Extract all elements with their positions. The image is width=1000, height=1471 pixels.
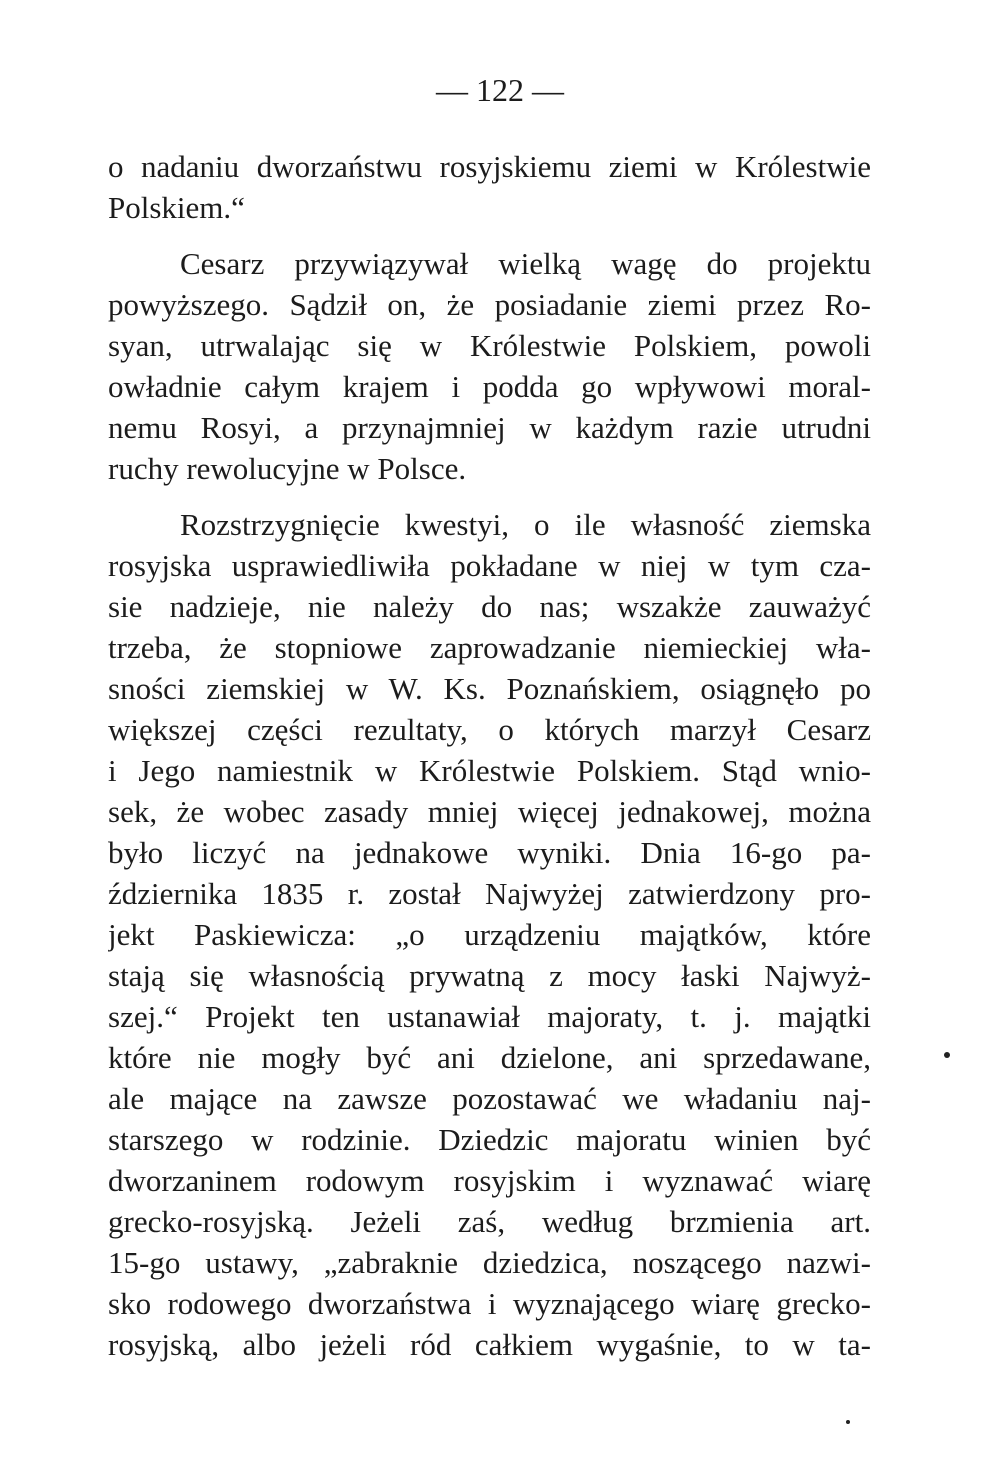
text-line: ździernika 1835 r. został Najwyżej zatwierdzony pro- bbox=[108, 876, 871, 911]
text-line: ruchy rewolucyjne w Polsce. bbox=[108, 451, 467, 486]
text-line: sie nadzieje, nie należy do nas; wszakże zauważyć bbox=[108, 589, 871, 624]
text-line: dworzaninem rodowym rosyjskim i wyznawać wiarę bbox=[108, 1163, 871, 1198]
scan-speck bbox=[846, 1420, 850, 1424]
text-line: sek, że wobec zasady mniej więcej jednakowej, można bbox=[108, 794, 871, 829]
text-line: ale mające na zawsze pozostawać we władaniu naj- bbox=[108, 1081, 871, 1116]
page-number: — 122 — bbox=[436, 72, 564, 108]
text-line: trzeba, że stopniowe zaprowadzanie niemieckiej wła- bbox=[108, 630, 871, 665]
text-line: starszego w rodzinie. Dziedzic majoratu winien być bbox=[108, 1122, 871, 1157]
text-line: grecko-rosyjską. Jeżeli zaś, według brzmienia art. bbox=[108, 1204, 871, 1239]
paragraph bbox=[108, 504, 871, 1365]
text-line: powyższego. Sądził on, że posiadanie ziemi przez Ro- bbox=[108, 287, 871, 322]
text-line: 15-go ustawy, „zabraknie dziedzica, noszącego nazwi- bbox=[108, 1245, 871, 1280]
text-line: Polskiem.“ bbox=[108, 190, 245, 225]
text-line: było liczyć na jednakowe wyniki. Dnia 16-go pa- bbox=[108, 835, 871, 870]
text-line: o nadaniu dworzaństwu rosyjskiemu ziemi w Królestwie bbox=[108, 149, 871, 184]
text-line: stają się własnością prywatną z mocy łaski Najwyż- bbox=[108, 958, 871, 993]
paragraph bbox=[108, 146, 871, 228]
text-line: sko rodowego dworzaństwa i wyznającego wiarę grecko- bbox=[108, 1286, 871, 1321]
text-line: rosyjską, albo jeżeli ród całkiem wygaśnie, to w ta- bbox=[108, 1327, 871, 1362]
text-line: syan, utrwalając się w Królestwie Polskiem, powoli bbox=[108, 328, 871, 363]
text-line: sności ziemskiej w W. Ks. Poznańskiem, osiągnęło po bbox=[108, 671, 871, 706]
text-line: które nie mogły być ani dzielone, ani sprzedawane, bbox=[108, 1040, 871, 1075]
text-line: Rozstrzygnięcie kwestyi, o ile własność ziemska bbox=[180, 507, 871, 542]
text-line: jekt Paskiewicza: „o urządzeniu majątków, które bbox=[108, 917, 871, 952]
text-line: i Jego namiestnik w Królestwie Polskiem. Stąd wnio- bbox=[108, 753, 871, 788]
text-line: owładnie całym krajem i podda go wpływowi moral- bbox=[108, 369, 871, 404]
text-line: szej.“ Projekt ten ustanawiał majoraty, t. j. majątki bbox=[108, 999, 871, 1034]
text-line: nemu Rosyi, a przynajmniej w każdym razie utrudni bbox=[108, 410, 871, 445]
scan-speck bbox=[944, 1052, 950, 1058]
body-text bbox=[108, 146, 871, 1365]
text-line: Cesarz przywiązywał wielką wagę do projektu bbox=[180, 246, 871, 281]
paragraph bbox=[108, 243, 871, 489]
text-line: większej części rezultaty, o których marzył Cesarz bbox=[108, 712, 871, 747]
text-line: rosyjska usprawiedliwiła pokładane w niej w tym cza- bbox=[108, 548, 871, 583]
